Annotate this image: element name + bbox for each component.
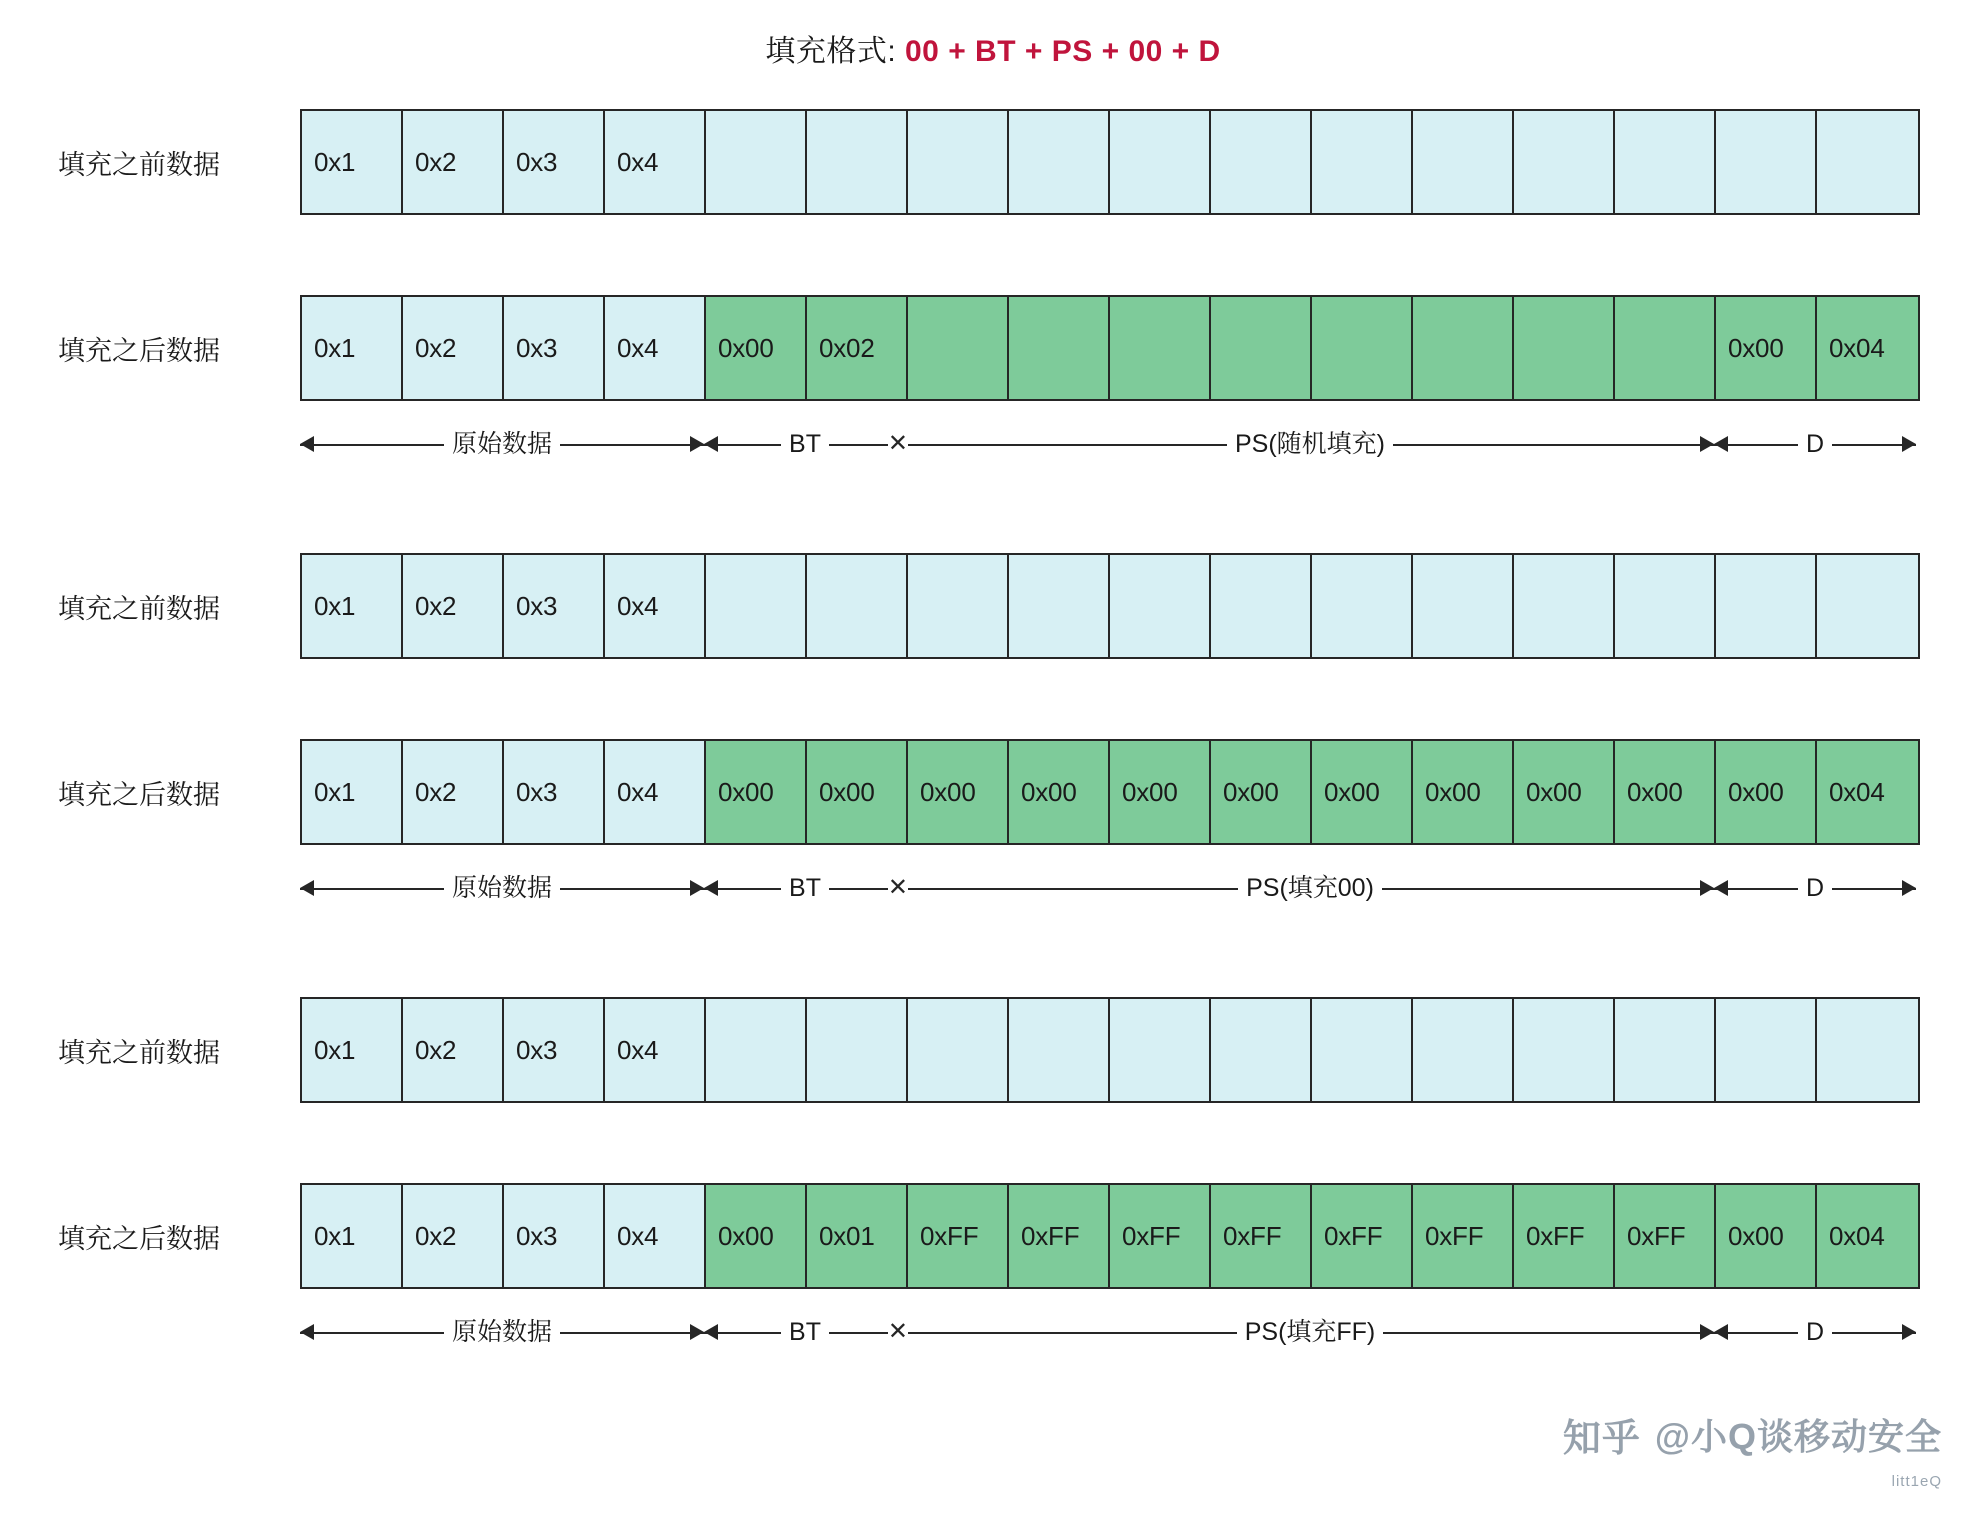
byte-cell: 0x3 [504, 1185, 605, 1287]
arrow-left-icon [1714, 1324, 1728, 1340]
byte-cell [1413, 297, 1514, 399]
byte-cell [1211, 999, 1312, 1101]
annotation-label: D [1798, 432, 1832, 457]
byte-strip [300, 739, 1920, 845]
byte-cell [1716, 555, 1817, 657]
byte-cell [706, 555, 807, 657]
byte-cell [807, 555, 908, 657]
arrow-left-icon [1714, 880, 1728, 896]
byte-cell: 0x2 [403, 1185, 504, 1287]
spacer [0, 852, 1986, 866]
byte-strip [300, 553, 1920, 659]
data-row [0, 546, 1986, 666]
range-annotation [906, 422, 1714, 466]
row-label: 填充之前数据 [58, 593, 220, 624]
byte-cell: 0x00 [706, 297, 807, 399]
annotation-row [300, 1310, 1936, 1368]
byte-cell [1312, 111, 1413, 213]
row-label: 填充之前数据 [58, 1037, 220, 1068]
byte-cell: 0xFF [1615, 1185, 1716, 1287]
watermark [1563, 1407, 1942, 1462]
byte-cell: 0x00 [1514, 741, 1615, 843]
byte-cell [1514, 555, 1615, 657]
byte-cell: 0x3 [504, 111, 605, 213]
byte-cell: 0x3 [504, 297, 605, 399]
data-row [0, 288, 1986, 408]
arrow-right-icon [1902, 1324, 1916, 1340]
spacer [0, 666, 1986, 732]
byte-cell [807, 111, 908, 213]
range-annotation [704, 422, 906, 466]
row-label: 填充之后数据 [58, 1223, 220, 1254]
range-annotation [704, 866, 906, 910]
byte-cell [1514, 297, 1615, 399]
byte-cell: 0xFF [1413, 1185, 1514, 1287]
data-row [0, 990, 1986, 1110]
range-annotation [1714, 422, 1916, 466]
data-row [0, 102, 1986, 222]
annotation-label: BT [781, 432, 829, 457]
byte-cell [706, 999, 807, 1101]
spacer [0, 88, 1986, 102]
byte-strip [300, 109, 1920, 215]
cross-icon: ✕ [887, 1318, 908, 1345]
byte-cell: 0x00 [1312, 741, 1413, 843]
annotation-label: D [1798, 876, 1832, 901]
byte-cell: 0x04 [1817, 297, 1918, 399]
byte-cell [1615, 111, 1716, 213]
arrow-left-icon [300, 1324, 314, 1340]
byte-cell: 0x1 [302, 297, 403, 399]
byte-cell: 0x1 [302, 555, 403, 657]
byte-cell [1009, 111, 1110, 213]
byte-strip [300, 1183, 1920, 1289]
page-title [0, 0, 1986, 70]
range-annotation [300, 422, 704, 466]
annotation-label: D [1798, 1320, 1832, 1345]
byte-cell: 0x2 [403, 297, 504, 399]
byte-cell: 0x00 [706, 741, 807, 843]
range-annotation [300, 1310, 704, 1354]
byte-cell: 0x4 [605, 1185, 706, 1287]
byte-cell: 0x3 [504, 999, 605, 1101]
byte-cell [1110, 111, 1211, 213]
byte-cell: 0x04 [1817, 741, 1918, 843]
annotation-row [300, 866, 1936, 924]
watermark-sub: litt1eQ [1891, 1473, 1942, 1490]
byte-cell [1312, 297, 1413, 399]
byte-cell [1413, 999, 1514, 1101]
byte-cell [908, 555, 1009, 657]
range-annotation [1714, 1310, 1916, 1354]
byte-cell [1817, 999, 1918, 1101]
byte-cell [1211, 297, 1312, 399]
byte-cell [1211, 555, 1312, 657]
byte-cell: 0x2 [403, 999, 504, 1101]
padding-diagram [0, 88, 1986, 1368]
range-annotation [300, 866, 704, 910]
range-annotation [1714, 866, 1916, 910]
title-label: 填充格式: [765, 35, 905, 68]
range-annotation [906, 866, 1714, 910]
arrow-left-icon [704, 880, 718, 896]
arrow-left-icon [1714, 436, 1728, 452]
byte-cell [1211, 111, 1312, 213]
byte-cell [1413, 555, 1514, 657]
byte-cell: 0x00 [908, 741, 1009, 843]
annotation-row [300, 422, 1936, 480]
arrow-left-icon [300, 880, 314, 896]
byte-cell [1615, 297, 1716, 399]
byte-cell: 0x2 [403, 741, 504, 843]
byte-cell [1009, 999, 1110, 1101]
data-row [0, 732, 1986, 852]
arrow-right-icon [690, 1324, 704, 1340]
byte-cell: 0x4 [605, 111, 706, 213]
byte-cell [1110, 555, 1211, 657]
byte-cell: 0x2 [403, 555, 504, 657]
annotation-label: PS(填充FF) [1237, 1320, 1384, 1345]
byte-cell: 0xFF [1211, 1185, 1312, 1287]
arrow-right-icon [1700, 880, 1714, 896]
byte-cell: 0x00 [706, 1185, 807, 1287]
annotation-label: 原始数据 [444, 876, 560, 901]
arrow-right-icon [1902, 880, 1916, 896]
byte-cell: 0xFF [908, 1185, 1009, 1287]
byte-cell: 0xFF [1312, 1185, 1413, 1287]
annotation-label: BT [781, 876, 829, 901]
row-label: 填充之后数据 [58, 335, 220, 366]
spacer [0, 924, 1986, 990]
annotation-label: BT [781, 1320, 829, 1345]
byte-cell [1312, 999, 1413, 1101]
title-format: 00 + BT + PS + 00 + D [905, 35, 1221, 68]
byte-cell: 0xFF [1110, 1185, 1211, 1287]
byte-cell: 0x4 [605, 741, 706, 843]
watermark-brand: 知乎 [1562, 1418, 1641, 1460]
row-label: 填充之后数据 [58, 779, 220, 810]
arrow-right-icon [690, 880, 704, 896]
spacer [0, 1296, 1986, 1310]
byte-cell [1009, 555, 1110, 657]
range-annotation [704, 1310, 906, 1354]
byte-cell [1615, 555, 1716, 657]
cross-icon: ✕ [887, 874, 908, 901]
byte-cell [1110, 999, 1211, 1101]
byte-strip [300, 997, 1920, 1103]
range-annotation [906, 1310, 1714, 1354]
byte-cell [706, 111, 807, 213]
byte-cell: 0x01 [807, 1185, 908, 1287]
arrow-left-icon [704, 1324, 718, 1340]
spacer [0, 480, 1986, 546]
arrow-right-icon [1700, 1324, 1714, 1340]
byte-cell [1110, 297, 1211, 399]
byte-cell: 0x1 [302, 111, 403, 213]
spacer [0, 222, 1986, 288]
byte-cell: 0x3 [504, 741, 605, 843]
byte-cell [908, 297, 1009, 399]
byte-cell: 0x00 [1716, 1185, 1817, 1287]
byte-cell: 0x00 [1413, 741, 1514, 843]
annotation-label: PS(随机填充) [1227, 432, 1393, 457]
byte-cell: 0x00 [807, 741, 908, 843]
arrow-right-icon [690, 436, 704, 452]
byte-cell [1817, 111, 1918, 213]
byte-cell: 0x00 [1009, 741, 1110, 843]
byte-cell: 0xFF [1514, 1185, 1615, 1287]
byte-cell [1413, 111, 1514, 213]
byte-cell: 0x00 [1615, 741, 1716, 843]
byte-cell [1312, 555, 1413, 657]
row-label: 填充之前数据 [58, 149, 220, 180]
spacer [0, 1110, 1986, 1176]
annotation-label: 原始数据 [444, 1320, 560, 1345]
watermark-account: @小Q谈移动安全 [1654, 1416, 1942, 1457]
annotation-label: PS(填充00) [1238, 876, 1382, 901]
arrow-left-icon [704, 436, 718, 452]
byte-cell [1817, 555, 1918, 657]
arrow-left-icon [300, 436, 314, 452]
byte-cell: 0x00 [1211, 741, 1312, 843]
byte-cell: 0xFF [1009, 1185, 1110, 1287]
byte-cell: 0x00 [1110, 741, 1211, 843]
byte-cell [1514, 111, 1615, 213]
byte-cell: 0x00 [1716, 741, 1817, 843]
arrow-right-icon [1700, 436, 1714, 452]
byte-cell [1009, 297, 1110, 399]
byte-cell: 0x1 [302, 741, 403, 843]
byte-cell [1716, 999, 1817, 1101]
byte-cell: 0x1 [302, 1185, 403, 1287]
byte-cell: 0x04 [1817, 1185, 1918, 1287]
byte-cell [1514, 999, 1615, 1101]
byte-cell: 0x4 [605, 999, 706, 1101]
byte-cell: 0x3 [504, 555, 605, 657]
byte-cell: 0x2 [403, 111, 504, 213]
data-row [0, 1176, 1986, 1296]
byte-cell: 0x00 [1716, 297, 1817, 399]
byte-cell: 0x1 [302, 999, 403, 1101]
arrow-right-icon [1902, 436, 1916, 452]
annotation-label: 原始数据 [444, 432, 560, 457]
byte-cell [1716, 111, 1817, 213]
spacer [0, 408, 1986, 422]
byte-cell [807, 999, 908, 1101]
cross-icon: ✕ [887, 430, 908, 457]
byte-strip [300, 295, 1920, 401]
byte-cell [1615, 999, 1716, 1101]
byte-cell [908, 111, 1009, 213]
byte-cell: 0x4 [605, 297, 706, 399]
byte-cell [908, 999, 1009, 1101]
byte-cell: 0x02 [807, 297, 908, 399]
byte-cell: 0x4 [605, 555, 706, 657]
